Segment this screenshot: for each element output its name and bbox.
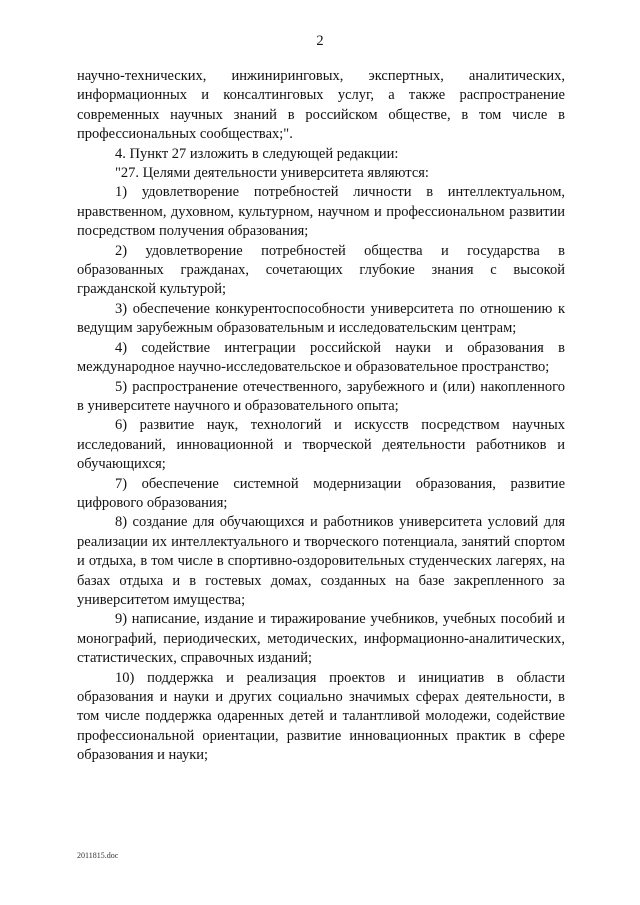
list-item-goal-1: 1) удовлетворение потребностей личности в интеллектуальном, нравственном, духовном, культурном, научном и профессиональном развитии посредством получения образования; bbox=[77, 184, 565, 240]
list-item-goal-8: 8) создание для обучающихся и работников университета условий для реализации их интеллектуального и творческого потенциала, занятий спортом и отдыха, в том числе в спортивно-оздоровительных студенческих лагерях, на базах отдыха и в гостевых домах, созданных на базе закрепленного за университетом имущества; bbox=[77, 514, 565, 608]
page-number: 2 bbox=[316, 33, 324, 49]
list-item-goal-10: 10) поддержка и реализация проектов и инициатив в области образования и науки и других социально значимых сферах деятельности, в том числе поддержка одаренных детей и талантливой молодежи, содействие профессиональной ориентации, развитие инновационных практик в сфере образования и науки; bbox=[77, 669, 565, 764]
list-item-goal-3: 3) обеспечение конкурентоспособности университета по отношению к ведущим зарубежным образовательным и исследовательским центрам; bbox=[77, 300, 565, 337]
paragraph-continuation: научно-технических, инжиниринговых, экспертных, аналитических, информационных и консалтинговых услуг, а также распространение современных научных знаний в российском обществе, в том числе в профессиональных сообществах;". bbox=[77, 68, 565, 143]
list-item-goal-2: 2) удовлетворение потребностей общества и государства в образованных гражданах, сочетающих глубокие знания с высокой гражданской культурой; bbox=[77, 242, 565, 298]
list-item-goal-5: 5) распространение отечественного, зарубежного и (или) накопленного в университете научного и образовательного опыта; bbox=[77, 378, 565, 414]
list-item-goal-7: 7) обеспечение системной модернизации образования, развитие цифрового образования; bbox=[77, 475, 565, 511]
paragraph-clause-27-heading: "27. Целями деятельности университета являются: bbox=[115, 165, 429, 182]
list-item-goal-9: 9) написание, издание и тиражирование учебников, учебных пособий и монографий, периодических, методических, информационно-аналитических, статистических, справочных изданий; bbox=[77, 611, 565, 667]
document-body bbox=[77, 67, 565, 766]
list-item-goal-6: 6) развитие наук, технологий и искусств посредством научных исследований, инновационной и творческой деятельности работников и обучающихся; bbox=[77, 417, 565, 473]
paragraph-item-4: 4. Пункт 27 изложить в следующей редакции: bbox=[115, 145, 399, 162]
list-item-goal-4: 4) содействие интеграции российской науки и образования в международное научно-исследовательское и образовательное пространство; bbox=[77, 339, 565, 376]
footer-filename: 2011815.doc bbox=[77, 851, 119, 860]
